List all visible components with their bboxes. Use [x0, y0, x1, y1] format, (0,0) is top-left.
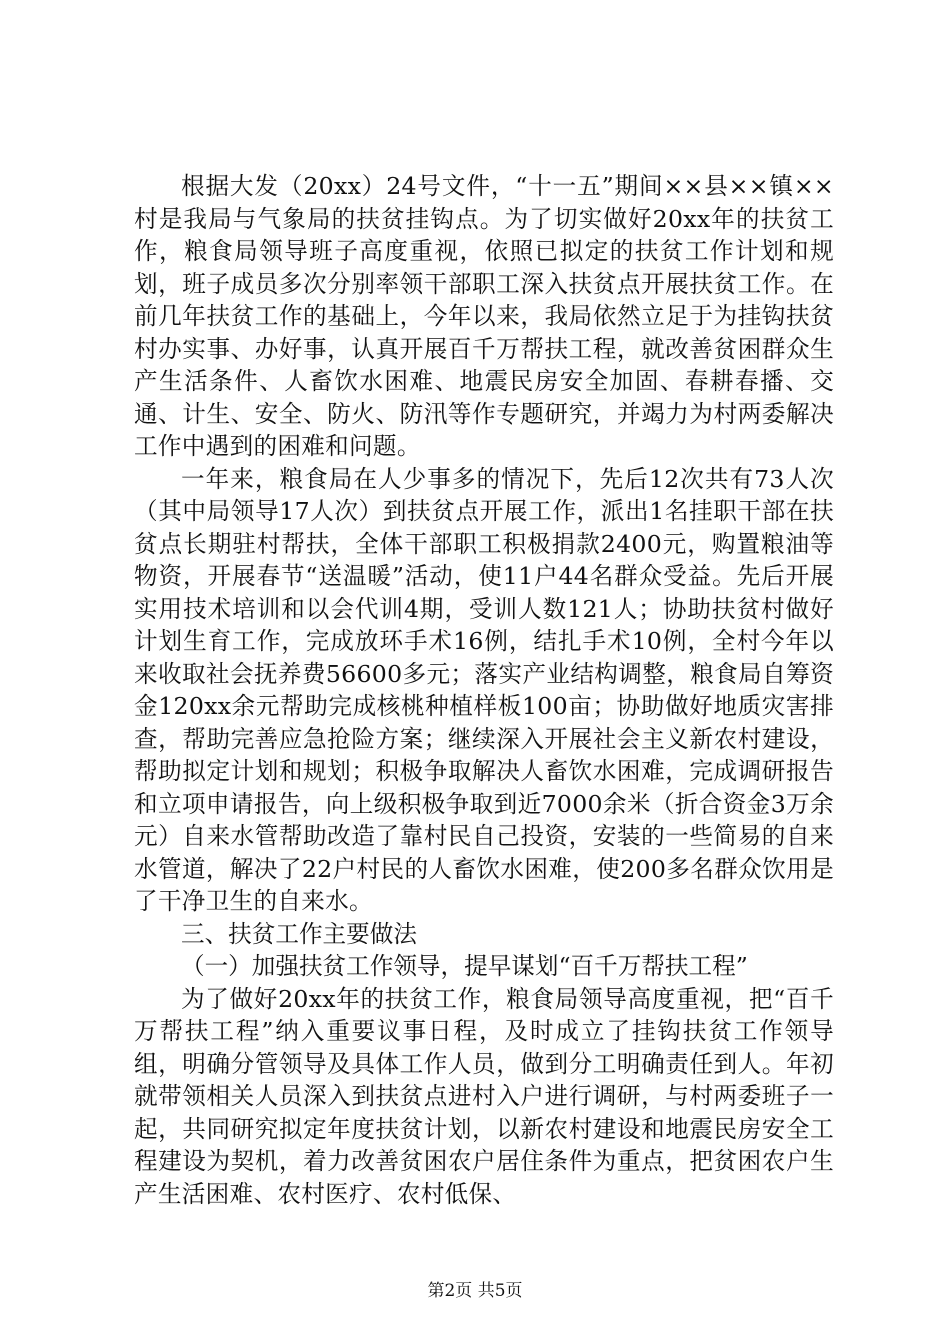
- subsection-heading: （一）加强扶贫工作领导，提早谋划“百千万帮扶工程”: [181, 952, 748, 980]
- document-body: [134, 170, 834, 1210]
- paragraph-2: 一年来，粮食局在人少事多的情况下，先后12次共有73人次（其中局领导17人次）到扶贫点开展工作，派出1名挂职干部在扶贫点长期驻村帮扶，全体干部职工积极捐款2400元，购置粮油等物资，开展春节“送温暖”活动，使11户44名群众受益。先后开展实用技术培训和以会代训4期，受训人数121人；协助扶贫村做好计划生育工作，完成放环手术16例，结扎手术10例，全村今年以来收取社会抚养费56600多元；落实产业结构调整，粮食局自筹资金120xx余元帮助完成核桃种植样板100亩；协助做好地质灾害排查，帮助完善应急抢险方案；继续深入开展社会主义新农村建设，帮助拟定计划和规划；积极争取解决人畜饮水困难，完成调研报告和立项申请报告，向上级积极争取到近7000余米（折合资金3万余元）自来水管帮助改造了靠村民自己投资，安装的一些简易的自来水管道，解决了22户村民的人畜饮水困难，使200多名群众饮用是了干净卫生的自来水。: [134, 464, 834, 915]
- paragraph-3: 为了做好20xx年的扶贫工作，粮食局领导高度重视，把“百千万帮扶工程”纳入重要议事日程，及时成立了挂钩扶贫工作领导组，明确分管领导及具体工作人员，做到分工明确责任到人。年初就带领相关人员深入到扶贫点进村入户进行调研，与村两委班子一起，共同研究拟定年度扶贫计划，以新农村建设和地震民房安全工程建设为契机，着力改善贫困农户居住条件为重点，把贫困农户生产生活困难、农村医疗、农村低保、: [134, 984, 834, 1208]
- paragraph-1: 根据大发（20xx）24号文件，“十一五”期间××县××镇××村是我局与气象局的扶贫挂钩点。为了切实做好20xx年的扶贫工作，粮食局领导班子高度重视，依照已拟定的扶贫工作计划和规划，班子成员多次分别率领干部职工深入扶贫点开展扶贫工作。在前几年扶贫工作的基础上，今年以来，我局依然立足于为挂钩扶贫村办实事、办好事，认真开展百千万帮扶工程，就改善贫困群众生产生活条件、人畜饮水困难、地震民房安全加固、春耕春播、交通、计生、安全、防火、防汛等作专题研究，并竭力为村两委解决工作中遇到的困难和问题。: [134, 172, 834, 460]
- section-heading: 三、扶贫工作主要做法: [181, 919, 417, 948]
- page-footer: 第2页 共5页: [427, 1281, 523, 1301]
